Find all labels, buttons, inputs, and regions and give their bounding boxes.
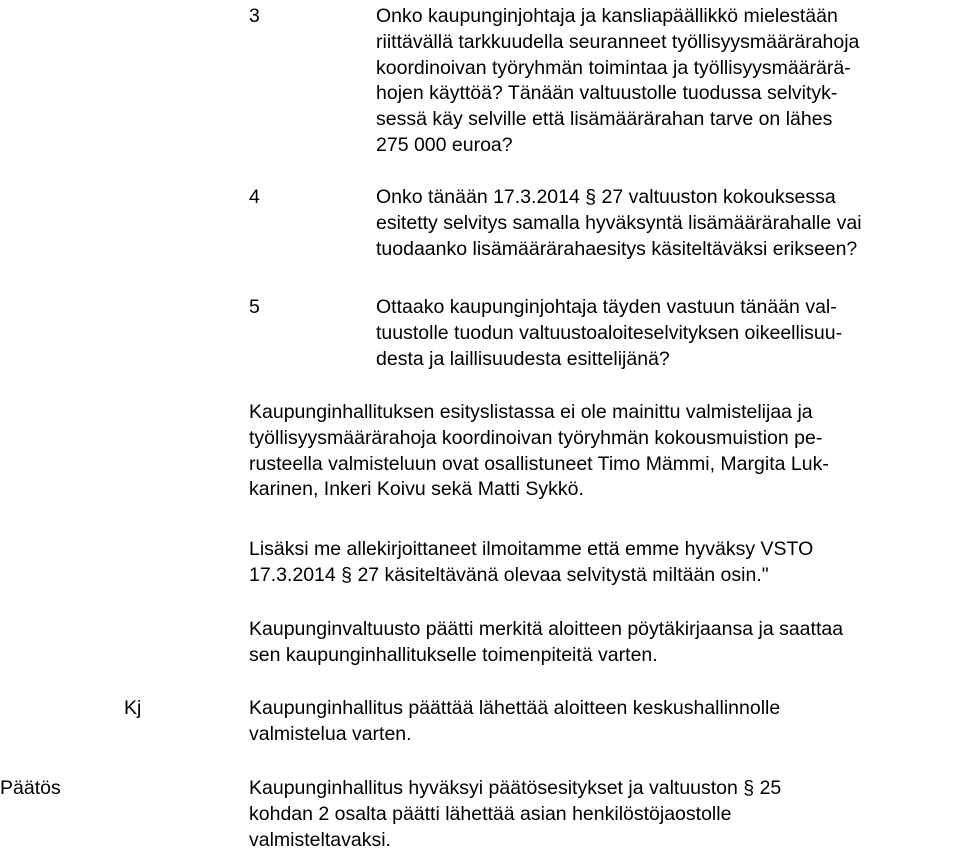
kj-proposal [249, 696, 957, 748]
question-line: Onko kaupunginjohtaja ja kansliapäällikkö mielestään [376, 5, 838, 27]
paragraph-line: Kaupunginhallituksen esityslistassa ei ole mainittu valmistelijaa ja [249, 401, 813, 423]
question-text-segment: Onko tänään 17.3.2014 [376, 186, 586, 208]
paragraph-line: Lisäksi me allekirjoittaneet ilmoitamme että emme hyväksy VSTO [249, 538, 814, 560]
question-text [376, 4, 956, 159]
paragraph-text-segment: 17.3.2014 [249, 563, 342, 586]
paragraph-preparers [249, 400, 957, 503]
question-number: 3 [249, 5, 260, 27]
paragraph-line: valmistelua varten. [249, 722, 412, 745]
question-line [376, 185, 956, 211]
question-number: 5 [249, 296, 260, 318]
paragraph-line: karinen, Inkeri Koivu sekä Matti Sykkö. [249, 478, 584, 501]
question-line: Ottaako kaupunginjohtaja täyden vastuun tänään val- [376, 296, 837, 318]
paragraph-council-decision [249, 617, 957, 669]
paragraph-text-segment: 27 käsiteltävänä olevaa selvitystä miltään osin." [352, 563, 769, 586]
question-line: tuustolle tuodun valtuustoaloiteselvityksen oikeellisuu- [376, 321, 843, 344]
paragraph-line [249, 563, 957, 589]
section-sign: § [585, 186, 597, 208]
question-text [376, 295, 956, 372]
section-sign: § [341, 563, 353, 586]
question-line: sessä käy selville että lisämäärärahan tarve on lähes [376, 108, 833, 131]
question-line: desta ja laillisuudesta esittelijänä? [376, 347, 670, 370]
paragraph-line [249, 776, 957, 802]
paragraph-line: Kaupunginhallitus päättää lähettää aloitteen keskushallinnolle [249, 697, 781, 719]
question-line: tuodaanko lisämäärärahaesitys käsiteltäväksi erikseen? [376, 237, 858, 260]
paragraph-text-segment: Kaupunginhallitus hyväksyi päätösesitykset ja valtuuston [249, 777, 744, 799]
paragraph-line: työllisyysmäärärahoja koordinoivan työryhmän kokousmuistion pe- [249, 426, 823, 449]
question-line: 275 000 euroa? [376, 133, 513, 156]
paatos-label: Päätös [0, 777, 61, 799]
paragraph-line: rusteella valmisteluun ovat osallistuneet Timo Mämmi, Margita Luk- [249, 452, 829, 475]
paragraph-line: kohdan 2 osalta päätti lähettää asian henkilöstöjaostolle [249, 802, 732, 825]
paragraph-text-segment: 25 [754, 777, 782, 799]
question-number: 4 [249, 186, 260, 208]
kj-label: Kj [124, 697, 142, 719]
paragraph-line: sen kaupunginhallitukselle toimenpiteitä varten. [249, 643, 658, 666]
question-text-segment: 27 valtuuston kokouksessa [596, 186, 836, 208]
question-line: esitetty selvitys samalla hyväksyntä lisämäärärahalle vai [376, 211, 862, 234]
paatos-decision [249, 776, 957, 853]
question-text [376, 185, 956, 262]
paragraph-line: valmisteltavaksi. [249, 828, 391, 851]
paragraph-line: Kaupunginvaltuusto päätti merkitä aloitteen pöytäkirjaansa ja saattaa [249, 618, 844, 640]
question-line: hojen käyttöä? Tänään valtuustolle tuodussa selvityk- [376, 82, 838, 105]
question-line: koordinoivan työryhmän toimintaa ja työllisyysmäärärä- [376, 56, 851, 79]
paragraph-statement [249, 537, 957, 589]
question-line: riittävällä tarkkuudella seuranneet työllisyysmäärärahoja [376, 30, 860, 53]
section-sign: § [743, 777, 755, 799]
